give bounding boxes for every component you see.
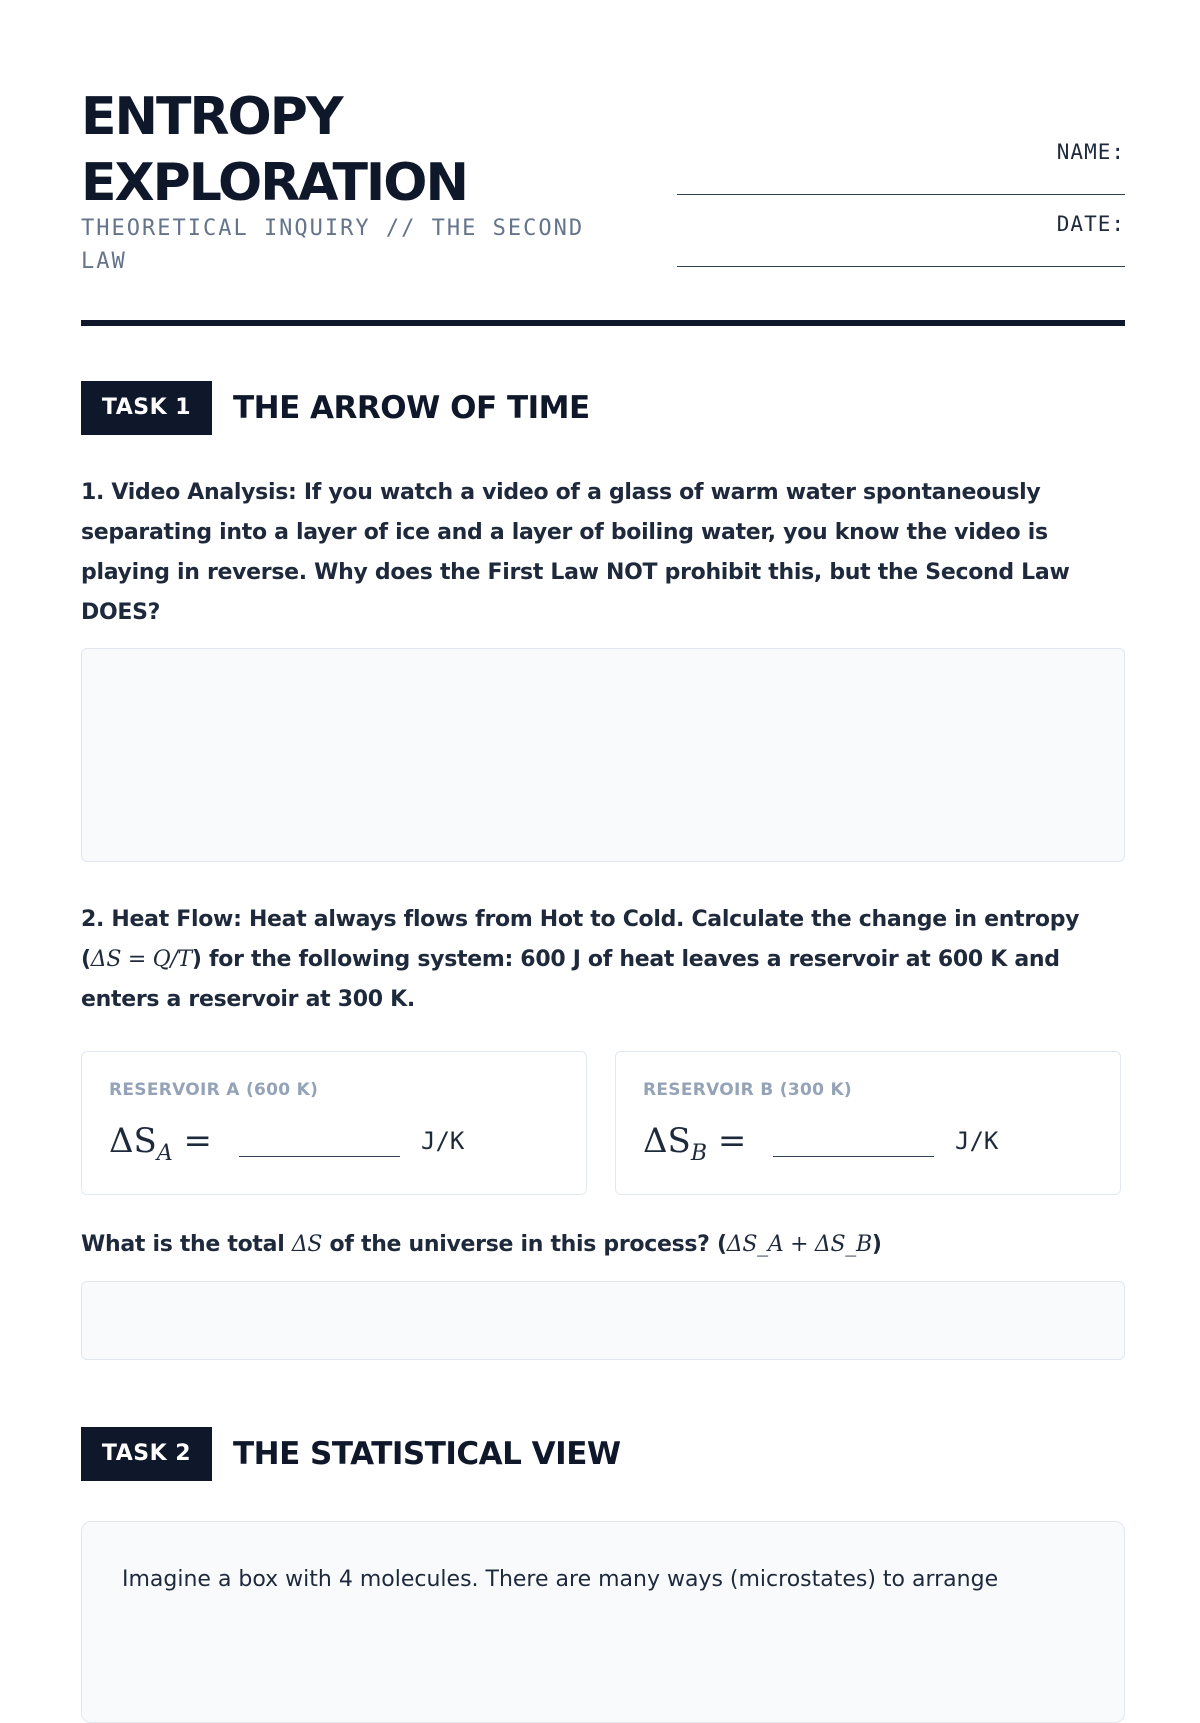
- name-field: [677, 140, 1125, 212]
- q3-symbol: ΔS: [291, 1232, 323, 1257]
- task-2-badge: TASK 2: [81, 1427, 212, 1481]
- question-1: 1. Video Analysis: If you watch a video of a glass of warm water spontaneously separating into a layer of ice and a layer of boiling water, you know the video is playing in reverse. Why does the First Law NOT prohibit this, but the Second Law DOES?: [81, 480, 1070, 625]
- date-field: [677, 212, 1125, 284]
- title-line-1: ENTROPY: [81, 87, 342, 147]
- reservoir-a-equation: [109, 1118, 579, 1164]
- reservoir-b-equation: [643, 1118, 1113, 1164]
- name-input-line[interactable]: [677, 194, 1125, 195]
- header-divider: [81, 320, 1125, 326]
- reservoir-b-unit: J/K: [955, 1127, 999, 1155]
- reservoir-b-symbol: $\Delta S_B$ =: [643, 1121, 747, 1166]
- task-1-header: [81, 381, 1125, 435]
- reservoir-a-answer-blank[interactable]: [239, 1156, 400, 1157]
- task-2-title: THE STATISTICAL VIEW: [233, 1436, 621, 1472]
- worksheet-header: [81, 84, 1125, 324]
- question-total-entropy: [81, 1225, 1125, 1265]
- date-input-line[interactable]: [677, 266, 1125, 267]
- reservoir-b-label: RESERVOIR B (300 K): [643, 1080, 852, 1100]
- q3-text-post: ): [871, 1232, 882, 1257]
- name-label: NAME:: [1056, 140, 1125, 164]
- title-line-2: EXPLORATION: [81, 153, 468, 213]
- task-2-intro-text: Imagine a box with 4 molecules. There are many ways (microstates) to arrange: [122, 1567, 999, 1592]
- question-1-answer-box[interactable]: [81, 648, 1125, 862]
- question-2: [81, 900, 1125, 1020]
- worksheet-title: [81, 84, 641, 216]
- date-label: DATE:: [1056, 212, 1125, 236]
- student-meta: [677, 140, 1125, 284]
- task-2-info-box: [81, 1521, 1125, 1723]
- task-2-header: [81, 1427, 1125, 1481]
- question-2-text-pre: 2. Heat Flow: Heat always flows from Hot to Cold. Calculate the change in entropy (: [81, 907, 1080, 972]
- q3-text-pre: What is the total: [81, 1232, 292, 1257]
- entropy-formula: ΔS = Q/T: [90, 947, 192, 972]
- question-2-text-post: ) for the following system: 600 J of heat leaves a reservoir at 600 K and enters a reservoir at 300 K.: [81, 947, 1060, 1012]
- reservoir-b-answer-blank[interactable]: [773, 1156, 934, 1157]
- reservoir-b-card: [615, 1051, 1121, 1195]
- reservoir-a-symbol: $\Delta S_A$ =: [109, 1121, 213, 1166]
- reservoir-a-label: RESERVOIR A (600 K): [109, 1080, 319, 1100]
- q3-text-mid: of the universe in this process? (: [322, 1232, 727, 1257]
- total-entropy-answer-box[interactable]: [81, 1281, 1125, 1360]
- task-1-title: THE ARROW OF TIME: [233, 390, 590, 426]
- q3-formula: ΔS_A + ΔS_B: [726, 1232, 872, 1257]
- task-1-badge: TASK 1: [81, 381, 212, 435]
- worksheet-subtitle: THEORETICAL INQUIRY // THE SECOND LAW: [81, 216, 585, 274]
- reservoir-a-unit: J/K: [421, 1127, 465, 1155]
- reservoir-a-card: [81, 1051, 587, 1195]
